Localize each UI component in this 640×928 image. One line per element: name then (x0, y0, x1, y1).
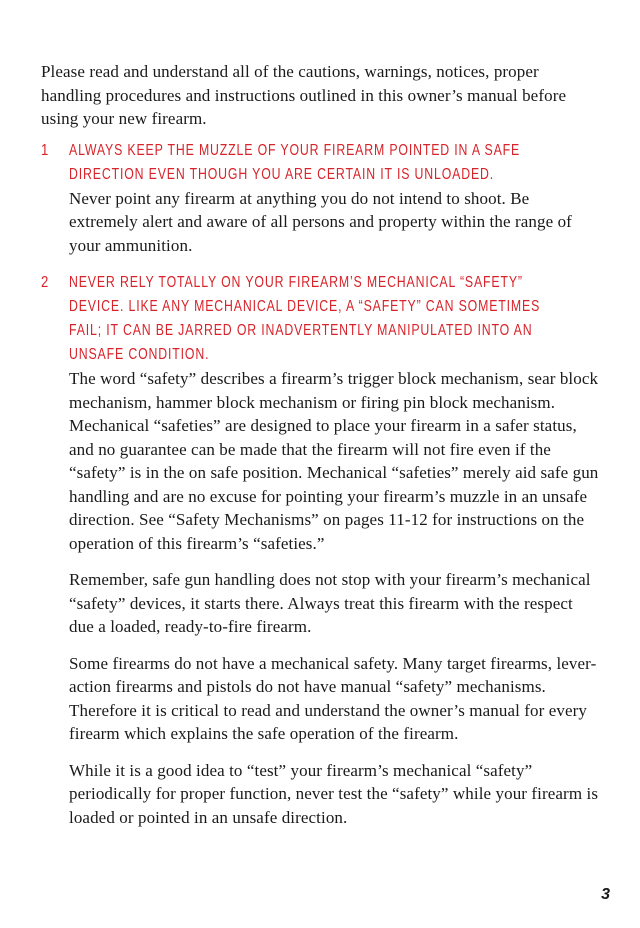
rule-number: 1 (41, 141, 49, 159)
safety-rule-1 (41, 139, 601, 258)
rule-heading-line: DIRECTION EVEN THOUGH YOU ARE CERTAIN IT IS UNLOADED. (69, 165, 495, 183)
rule-heading (69, 139, 601, 187)
rule-heading-line: NEVER RELY TOTALLY ON YOUR FIREARM’S MECHANICAL “SAFETY” (69, 274, 523, 291)
rule-paragraph: Never point any firearm at anything you do not intend to shoot. Be extremely alert and aware of all persons and property within the range of your ammunition. (69, 188, 572, 255)
rule-heading-line: DEVICE. LIKE ANY MECHANICAL DEVICE, A “SAFETY” CAN SOMETIMES (69, 298, 541, 315)
rule-heading (69, 271, 601, 367)
rule-paragraph: The word “safety” describes a firearm’s trigger block mechanism, sear block mechanism, hammer block mechanism or firing pin block mechanism. Mechanical “safeties” are designed to place your firearm in a safer status, and no guarantee can be made that the firearm will not fire even if the “safety” is in the on safe position. Mechanical “safeties” merely aid safe gun handling and are no excuse for pointing your firearm’s muzzle in an unsafe direction. See “Safety Mechanisms” on pages 11-12 for instructions on the operation of this firearm’s “safeties.” (69, 369, 599, 553)
manual-page (41, 60, 601, 843)
rule-heading-line: UNSAFE CONDITION. (69, 346, 210, 363)
safety-rule-2 (41, 271, 601, 829)
rule-heading-line: FAIL; IT CAN BE JARRED OR INADVERTENTLY MANIPULATED INTO AN (69, 322, 533, 339)
page-number: 3 (601, 886, 610, 903)
intro-paragraph: Please read and understand all of the cautions, warnings, notices, proper handling procedures and instructions outlined in this owner’s manual before using your new firearm. (41, 62, 567, 128)
rule-paragraph: Some firearms do not have a mechanical safety. Many target firearms, lever-action firearms and pistols do not have manual “safety” mechanisms. Therefore it is critical to read and understand the owner’s manual for every firearm which explains the safe operation of the firearm. (69, 653, 597, 743)
rule-paragraph: Remember, safe gun handling does not stop with your firearm’s mechanical “safety” devices, it starts there. Always treat this firearm with the respect due a loaded, ready-to-fire firearm. (69, 570, 591, 636)
rule-heading-line: ALWAYS KEEP THE MUZZLE OF YOUR FIREARM POINTED IN A SAFE (69, 141, 521, 159)
rule-number: 2 (41, 274, 49, 291)
rule-paragraph: While it is a good idea to “test” your firearm’s mechanical “safety” periodically for proper function, never test the “safety” while your firearm is loaded or pointed in an unsafe direction. (69, 760, 599, 827)
